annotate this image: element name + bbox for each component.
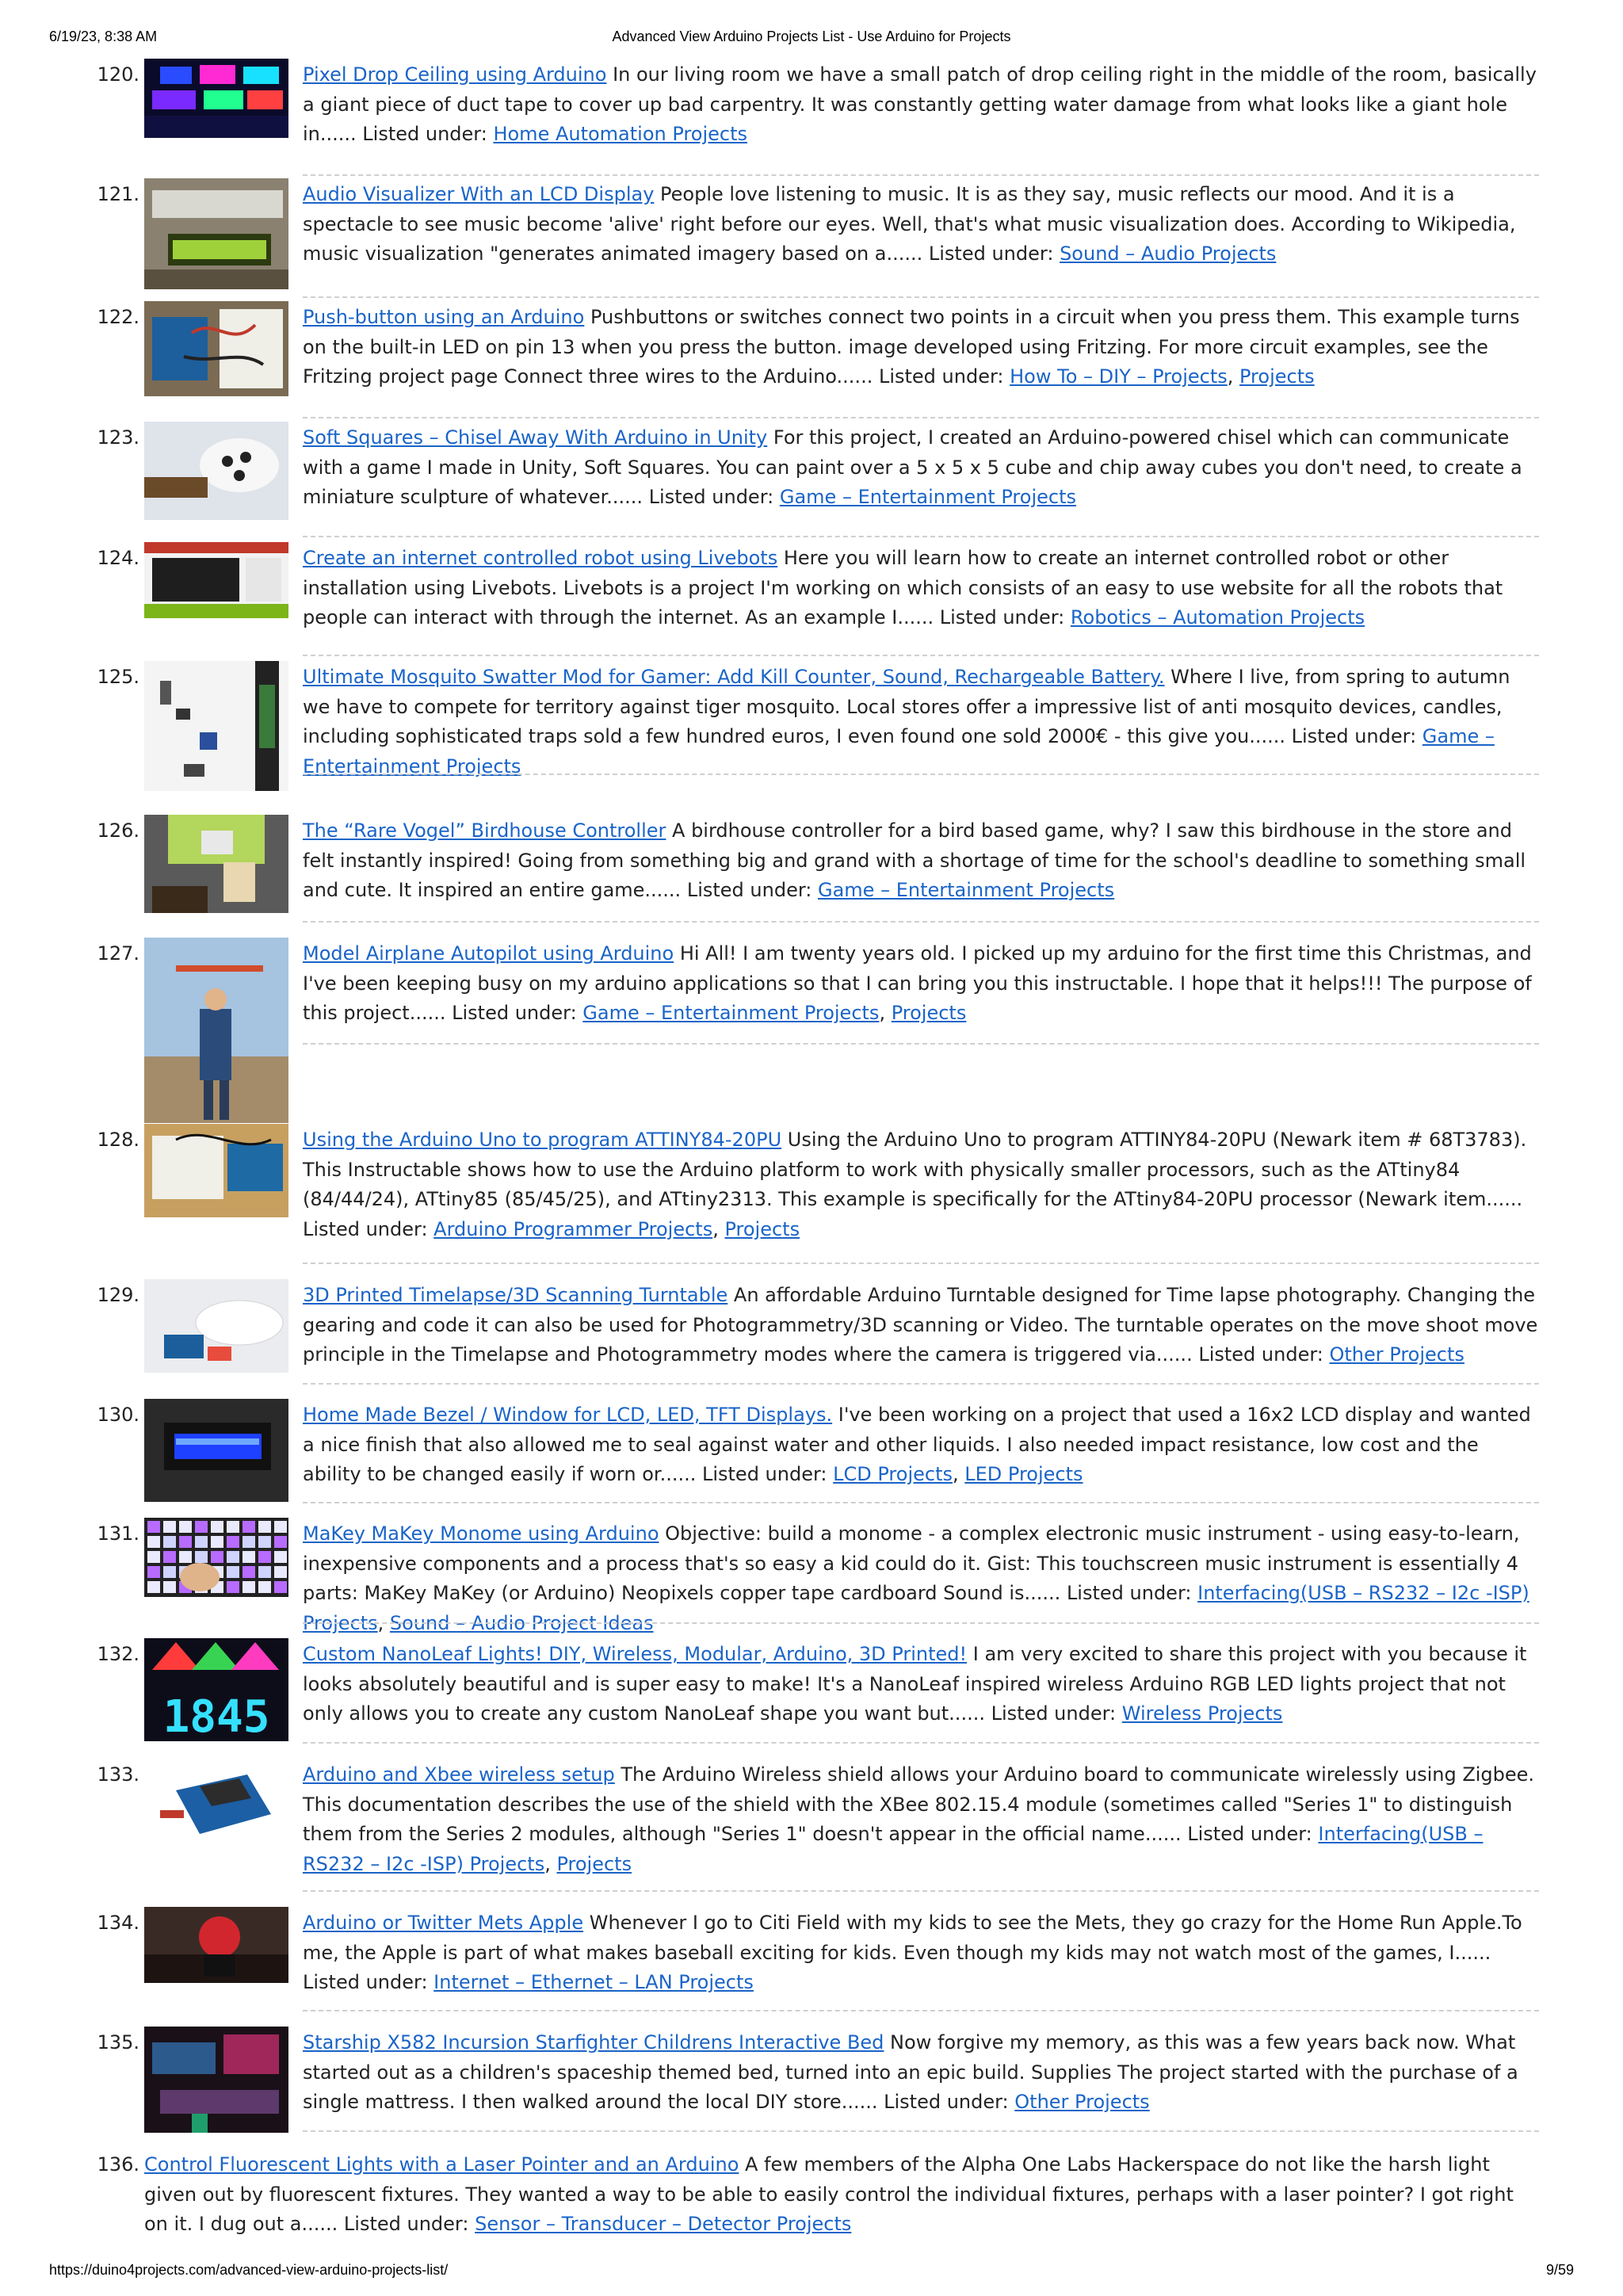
category-link[interactable]: Wireless Projects xyxy=(1121,1702,1283,1725)
entry-number: 136. xyxy=(97,2153,139,2176)
project-description: A birdhouse controller for a bird based game, why? I saw this birdhouse in the store and felt instantly inspired! Going from something big and grand with a shortage of time for the school's deadline to something small and cute. It inspired an entire game...... xyxy=(303,819,1526,901)
entry-divider xyxy=(303,296,1539,298)
project-thumbnail[interactable] xyxy=(144,59,288,138)
listed-under-label: Listed under: xyxy=(939,606,1071,628)
category-link[interactable]: Interfacing(USB – RS232 – I2c -ISP) Projects xyxy=(303,1823,1484,1875)
category-link[interactable]: Projects xyxy=(891,1002,967,1024)
project-description: People love listening to music. It is as they say, music reflects our mood. And it is a spectacle to see music become 'alive' right before our eyes. Well, that's what music visualization does. According to Wikipedia, music visualization "generates animated imagery based on a...... xyxy=(303,183,1516,265)
entry-text xyxy=(303,1519,1539,1638)
project-title-link[interactable]: Model Airplane Autopilot using Arduino xyxy=(303,942,674,965)
project-thumbnail[interactable] xyxy=(144,178,288,289)
entry-number: 134. xyxy=(97,1912,139,1934)
entry-text xyxy=(303,816,1539,906)
category-link[interactable]: Other Projects xyxy=(1329,1343,1465,1366)
entry-divider xyxy=(303,1383,1539,1385)
entry-divider xyxy=(303,655,1539,656)
category-link[interactable]: Game – Entertainment Projects xyxy=(779,486,1076,508)
print-page-number: 9/59 xyxy=(1545,2262,1574,2278)
listed-under-label: Listed under: xyxy=(1198,1343,1330,1366)
project-description: Here you will learn how to create an internet controlled robot or other installation using Livebots. Livebots is a project I'm working on which consists of an easy to use website for all the robots that people can interact with through the internet. As an example I...... xyxy=(303,547,1503,628)
project-title-link[interactable]: The “Rare Vogel” Birdhouse Controller xyxy=(303,819,666,842)
entry-divider xyxy=(303,417,1539,418)
entry-text xyxy=(303,303,1539,392)
category-link[interactable]: Game – Entertainment Projects xyxy=(303,725,1495,777)
entry-divider xyxy=(303,774,1539,775)
entry-divider xyxy=(303,2130,1539,2132)
entry-number: 133. xyxy=(97,1763,139,1786)
entry-text xyxy=(303,1400,1539,1490)
project-description: In our living room we have a small patch of drop ceiling right in the middle of the room, basically a giant piece of duct tape to cover up bad carpentry. It was constantly getting water damage from what looks like a giant hole in...... xyxy=(303,63,1537,145)
category-link[interactable]: Robotics – Automation Projects xyxy=(1070,606,1365,628)
entry-number: 128. xyxy=(97,1129,139,1151)
project-thumbnail[interactable] xyxy=(144,938,288,1123)
entry-text xyxy=(303,1640,1539,1729)
entry-text xyxy=(303,60,1539,150)
listed-under-label: Listed under: xyxy=(878,365,1010,388)
project-title-link[interactable]: Arduino and Xbee wireless setup xyxy=(303,1763,615,1786)
project-thumbnail[interactable] xyxy=(144,815,288,913)
category-link[interactable]: Internet – Ethernet – LAN Projects xyxy=(433,1971,754,1993)
project-description: Now forgive my memory, as this was a few years back now. What started out as a children's spaceship themed bed, turned into an epic build. Supplies The project started with the purchase of a single mattress. I then walked around the local DIY store...... xyxy=(303,2031,1518,2113)
entry-divider xyxy=(303,1622,1539,1624)
listed-under-label: Listed under: xyxy=(991,1702,1122,1725)
entry-text xyxy=(303,1908,1539,1998)
entry-text xyxy=(303,1760,1539,1879)
project-thumbnail[interactable] xyxy=(144,1638,288,1741)
project-description: I've been working on a project that used a 16x2 LCD display and wanted a nice finish that also allowed me to seal against water and other liquids. I also needed impact resistance, low cost and the ability to be changed easily if worn or...... xyxy=(303,1404,1531,1485)
project-description: Where I live, from spring to autumn we have to compete for territory against tiger mosquito. Local stores offer a impressive list of anti mosquito devices, candles, including sophisticated traps sold a few hundred euros, I even found one sold 2000€ - this give you...... xyxy=(303,666,1510,747)
category-link[interactable]: Arduino Programmer Projects xyxy=(433,1217,713,1240)
category-link[interactable]: Projects xyxy=(556,1852,632,1875)
category-link[interactable]: Sensor – Transducer – Detector Projects xyxy=(475,2213,852,2235)
listed-under-label: Listed under: xyxy=(928,243,1060,265)
listed-under-label: Listed under: xyxy=(884,2091,1015,2113)
project-thumbnail[interactable] xyxy=(144,2027,288,2133)
entry-number: 124. xyxy=(97,547,139,569)
project-title-link[interactable]: MaKey MaKey Monome using Arduino xyxy=(303,1522,659,1545)
category-separator: , xyxy=(544,1852,557,1875)
category-link[interactable]: Projects xyxy=(1239,365,1315,388)
category-link[interactable]: Game – Entertainment Projects xyxy=(582,1002,880,1024)
category-link[interactable]: LED Projects xyxy=(964,1463,1083,1485)
entry-divider xyxy=(303,921,1539,923)
project-title-link[interactable]: Pixel Drop Ceiling using Arduino xyxy=(303,63,607,86)
project-title-link[interactable]: Audio Visualizer With an LCD Display xyxy=(303,183,655,205)
clock-digits: 1845 xyxy=(162,1691,270,1741)
listed-under-label: Listed under: xyxy=(452,1002,583,1024)
entry-divider xyxy=(303,2010,1539,2011)
project-description: For this project, I created an Arduino-powered chisel which can communicate with a game I made in Unity, Soft Squares. You can paint over a 5 x 5 x 5 cube and chip away cubes you don't need, to create a miniature sculpture of whatever...... xyxy=(303,426,1522,508)
category-link[interactable]: Projects xyxy=(724,1217,800,1240)
project-thumbnail[interactable] xyxy=(144,1759,288,1846)
listed-under-label: Listed under: xyxy=(686,879,818,901)
project-description: Hi All! I am twenty years old. I picked up my arduino for the first time this Christmas, and I've been keeping busy on my arduino applications so that I can bring you this instructable. I hope that it helps!!! The purpose of this project...... xyxy=(303,942,1532,1024)
entry-divider xyxy=(303,1502,1539,1503)
entry-text xyxy=(303,1281,1539,1370)
project-description: Whenever I go to Citi Field with my kids to see the Mets, they go crazy for the Home Run Apple.To me, the Apple is part of what makes baseball exciting for kids. Even though my kids may not watch most of the games, I...... xyxy=(303,1912,1522,1964)
print-url: https://duino4projects.com/advanced-view-arduino-projects-list/ xyxy=(49,2262,449,2278)
project-title-link[interactable]: Arduino or Twitter Mets Apple xyxy=(303,1912,584,1934)
project-thumbnail[interactable] xyxy=(144,1399,288,1502)
project-thumbnail[interactable] xyxy=(144,542,288,618)
entry-text xyxy=(303,180,1539,269)
entry-text xyxy=(303,1125,1539,1244)
entry-text xyxy=(303,663,1539,781)
listed-under-label: Listed under: xyxy=(303,1217,434,1240)
category-link[interactable]: Sound – Audio Project Ideas xyxy=(389,1611,654,1634)
listed-under-label: Listed under: xyxy=(1187,1823,1319,1845)
category-link[interactable]: Other Projects xyxy=(1014,2091,1150,2113)
entry-number: 129. xyxy=(97,1284,139,1306)
entry-number: 135. xyxy=(97,2031,139,2053)
project-description: Pushbuttons or switches connect two points in a circuit when you press them. This example turns on the built-in LED on pin 13 when you press the button. image developed using Fritzing. For more circuit examples, see the Fritzing project page Connect three wires to the Arduino...... xyxy=(303,306,1520,388)
entry-number: 130. xyxy=(97,1404,139,1426)
entry-number: 131. xyxy=(97,1522,139,1545)
entry-divider xyxy=(303,1742,1539,1744)
project-thumbnail[interactable] xyxy=(144,1124,288,1217)
project-thumbnail[interactable] xyxy=(144,1907,288,1983)
entry-divider xyxy=(303,1890,1539,1892)
project-description: I am very excited to share this project with you because it looks absolutely beautiful and is super easy to make! It's a NanoLeaf inspired wireless Arduino RGB LED lights project that not only allows you to create any custom NanoLeaf shape you want but...... xyxy=(303,1643,1527,1725)
listed-under-label: Listed under: xyxy=(362,123,494,145)
category-link[interactable]: Interfacing(USB – RS232 – I2c -ISP) Projects xyxy=(303,1582,1529,1634)
print-datetime: 6/19/23, 8:38 AM xyxy=(49,29,158,44)
entry-text xyxy=(303,2028,1539,2118)
listed-under-label: Listed under: xyxy=(648,486,780,508)
project-description: The Arduino Wireless shield allows your Arduino board to communicate wirelessly using Zigbee. This documentation describes the use of the shield with the XBee 802.15.4 module (sometimes called "Series 1" to distinguish them from the Series 2 modules, although "Series 1" doesn't appear in the official name...... xyxy=(303,1763,1535,1845)
listed-under-label: Listed under: xyxy=(1066,1582,1198,1604)
listed-under-label: Listed under: xyxy=(1291,725,1423,747)
category-separator: , xyxy=(377,1611,390,1634)
project-description: A few members of the Alpha One Labs Hackerspace do not like the harsh light given out by fluorescent fixtures. They wanted a way to be able to easily control the individual fixtures, perhaps with a laser pointer? I got right on it. I dug out a...... xyxy=(144,2153,1514,2235)
project-title-link[interactable]: Using the Arduino Uno to program ATTINY84-20PU xyxy=(303,1129,782,1151)
project-title-link[interactable]: Starship X582 Incursion Starfighter Childrens Interactive Bed xyxy=(303,2031,884,2053)
project-title-link[interactable]: Push-button using an Arduino xyxy=(303,306,585,328)
project-title-link[interactable]: Home Made Bezel / Window for LCD, LED, TFT Displays. xyxy=(303,1404,833,1426)
project-title-link[interactable]: Control Fluorescent Lights with a Laser Pointer and an Arduino xyxy=(144,2153,739,2176)
entry-number: 132. xyxy=(97,1643,139,1665)
project-thumbnail[interactable] xyxy=(144,1279,288,1373)
entry-number: 126. xyxy=(97,819,139,842)
print-page-title: Advanced View Arduino Projects List - Use Arduino for Projects xyxy=(612,29,1011,44)
entry-divider xyxy=(303,1043,1539,1045)
category-separator: , xyxy=(879,1002,892,1024)
listed-under-label: Listed under: xyxy=(701,1463,834,1485)
project-title-link[interactable]: Soft Squares – Chisel Away With Arduino in Unity xyxy=(303,426,768,449)
project-thumbnail[interactable] xyxy=(144,661,288,791)
category-separator: , xyxy=(1227,365,1239,388)
entry-text xyxy=(303,939,1539,1029)
category-link[interactable]: Home Automation Projects xyxy=(493,123,747,145)
listed-under-label: Listed under: xyxy=(343,2213,475,2235)
entry-number: 121. xyxy=(97,183,139,205)
entry-text xyxy=(303,423,1539,513)
project-thumbnail[interactable] xyxy=(144,422,288,520)
project-title-link[interactable]: Ultimate Mosquito Swatter Mod for Gamer: Add Kill Counter, Sound, Rechargeable Battery. xyxy=(303,666,1165,688)
entry-number: 122. xyxy=(97,306,139,328)
category-link[interactable]: How To – DIY – Projects xyxy=(1010,365,1228,388)
project-thumbnail[interactable] xyxy=(144,301,288,396)
entry-divider xyxy=(303,174,1539,176)
entry-text xyxy=(303,544,1539,633)
category-link[interactable]: LCD Projects xyxy=(833,1463,953,1485)
project-title-link[interactable]: 3D Printed Timelapse/3D Scanning Turntable xyxy=(303,1284,728,1306)
project-title-link[interactable]: Custom NanoLeaf Lights! DIY, Wireless, Modular, Arduino, 3D Printed! xyxy=(303,1643,968,1665)
project-thumbnail[interactable] xyxy=(144,1518,288,1597)
entry-number: 127. xyxy=(97,942,139,965)
project-title-link[interactable]: Create an internet controlled robot using Livebots xyxy=(303,547,778,569)
category-link[interactable]: Sound – Audio Projects xyxy=(1060,243,1277,265)
entry-divider xyxy=(303,1263,1539,1264)
entry-text xyxy=(144,2150,1539,2240)
project-description: Using the Arduino Uno to program ATTINY84-20PU (Newark item # 68T3783). This Instructable shows how to use the Arduino platform to work with physically smaller processors, such as the ATtiny84 (84/44/24), ATtiny85 (85/45/25), and ATtiny2313. This example is specifically for the ATtiny84-20PU processor (Newark item...... xyxy=(303,1129,1527,1210)
project-description: An affordable Arduino Turntable designed for Time lapse photography. Changing the gearing and code it can also be used for Photogrammetry/3D scanning or Video. The turntable operates on the move shoot move principle in the Timelapse and Photogrammetry modes where the camera is triggered via...... xyxy=(303,1284,1538,1366)
category-separator: , xyxy=(712,1217,725,1240)
entry-number: 123. xyxy=(97,426,139,449)
listed-under-label: Listed under: xyxy=(303,1971,434,1993)
entry-number: 120. xyxy=(97,63,139,86)
category-separator: , xyxy=(953,1463,965,1485)
project-description: Objective: build a monome - a complex electronic music instrument - using easy-to-learn, inexpensive components and a process that's so easy a kid could do it. Gist: This touchscreen music instrument is essentially 4 parts: MaKey MaKey (or Arduino) Neopixels copper tape cardboard Sound is...... xyxy=(303,1522,1520,1604)
entry-number: 125. xyxy=(97,666,139,688)
category-link[interactable]: Game – Entertainment Projects xyxy=(818,879,1115,901)
entry-divider xyxy=(303,536,1539,537)
